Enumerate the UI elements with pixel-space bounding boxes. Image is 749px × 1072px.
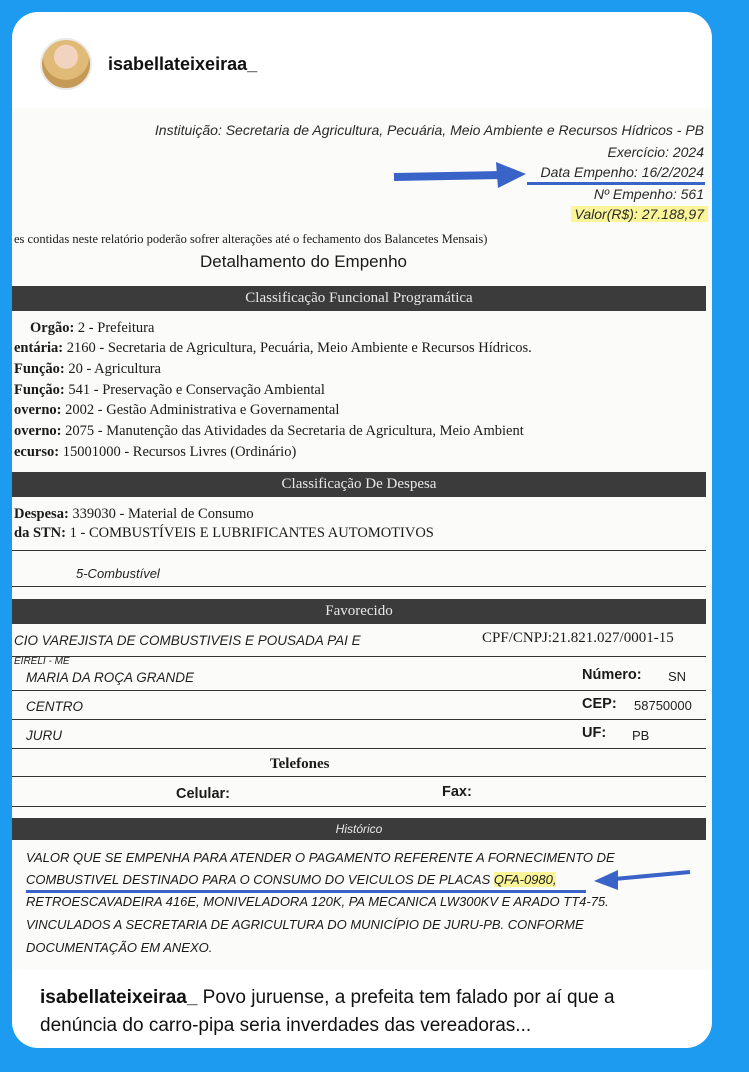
funcao-row (14, 361, 161, 378)
divider (12, 776, 706, 777)
historico-line-5: DOCUMENTAÇÃO EM ANEXO. (26, 940, 213, 955)
subitem-text: 5-Combustível (76, 566, 160, 581)
section-bar-favorecido: Favorecido (12, 599, 706, 624)
caption-text: Povo juruense, a prefeita tem falado por aí que a denúncia do carro-pipa seria inverdades das vereadoras... (40, 987, 615, 1036)
divider (12, 806, 706, 807)
num-empenho-line: Nº Empenho: 561 (593, 186, 704, 202)
historico-line-2-text: COMBUSTIVEL DESTINADO PARA O CONSUMO DO VEICULOS DE PLACAS (26, 872, 494, 887)
cep-value: 58750000 (634, 698, 692, 713)
despesa-value: 339030 - Material de Consumo (68, 506, 254, 522)
numero-label: Número: (582, 667, 642, 683)
arrow-left-icon (592, 868, 692, 892)
orgao-value: 2 - Prefeitura (74, 320, 155, 336)
placa-underline (26, 890, 586, 893)
favorecido-cnpj: CPF/CNPJ:21.821.027/0001-15 (482, 630, 674, 646)
stn-value: 1 - COMBUSTÍVEIS E LUBRIFICANTES AUTOMOTIVOS (65, 525, 434, 541)
bairro-text: CENTRO (26, 699, 83, 714)
divider (12, 656, 706, 657)
uf-value: PB (632, 728, 650, 743)
orgao-row (30, 320, 154, 337)
divider (12, 550, 706, 551)
despesa-row (14, 506, 254, 523)
stn-label: da STN: (14, 525, 66, 541)
aviso-text: es contidas neste relatório poderão sofrer alterações até o fechamento dos Balancetes Mensais) (14, 232, 488, 246)
endereco-text: MARIA DA ROÇA GRANDE (26, 670, 195, 685)
cep-label: CEP: (582, 696, 617, 712)
subfuncao-label: Função: (14, 382, 65, 398)
divider (12, 690, 706, 691)
funcao-label: Função: (14, 361, 65, 377)
cidade-text: JURU (26, 728, 62, 743)
document-image (12, 108, 712, 970)
acao-value: 2075 - Manutenção das Atividades da Secretaria de Agricultura, Meio Ambient (61, 423, 524, 439)
divider (12, 719, 706, 720)
placa-highlight: QFA-0980, (493, 872, 557, 887)
despesa-label: Despesa: (14, 506, 69, 522)
numero-value: SN (668, 669, 687, 684)
uf-label: UF: (582, 725, 607, 741)
arrow-right-icon (392, 160, 527, 190)
programa-value: 2002 - Gestão Administrativa e Governamental (61, 402, 340, 418)
stn-row (14, 525, 434, 542)
data-empenho-underline (527, 182, 705, 185)
programa-row (14, 402, 339, 419)
section-bar-despesa: Classificação De Despesa (12, 472, 706, 497)
historico-line-4: VINCULADOS A SECRETARIA DE AGRICULTURA DO MUNICÍPIO DE JURU-PB. CONFORME (26, 917, 584, 932)
post-card (12, 12, 712, 1048)
username[interactable]: isabellateixeiraa_ (108, 53, 258, 74)
subfuncao-row (14, 382, 325, 399)
avatar[interactable] (40, 38, 92, 90)
orgao-label: Orgão: (30, 320, 75, 336)
unidade-value: 2160 - Secretaria de Agricultura, Pecuária, Meio Ambiente e Recursos Hídricos. (63, 340, 532, 356)
subfuncao-value: 541 - Preservação e Conservação Ambiental (64, 382, 325, 398)
acao-label: overno: (14, 423, 62, 439)
unidade-row (14, 340, 532, 357)
section-bar-classificacao: Classificação Funcional Programática (12, 286, 706, 311)
instituicao-line: Instituição: Secretaria de Agricultura, Pecuária, Meio Ambiente e Recursos Hídricos - PB (154, 122, 704, 138)
exercicio-line: Exercício: 2024 (607, 144, 704, 160)
programa-label: overno: (14, 402, 62, 418)
caption-username[interactable]: isabellateixeiraa_ (40, 987, 198, 1008)
document-title: Detalhamento do Empenho (200, 252, 407, 271)
post-caption (40, 984, 690, 1040)
historico-line-2 (26, 872, 556, 887)
post-header (40, 38, 257, 90)
recurso-row (14, 444, 296, 461)
funcao-value: 20 - Agricultura (64, 361, 161, 377)
divider (12, 748, 706, 749)
telefones-heading: Telefones (270, 756, 330, 772)
acao-row (14, 423, 524, 440)
divider (12, 586, 706, 587)
valor-line: Valor(R$): 27.188,97 (571, 206, 708, 222)
favorecido-nome: CIO VAREJISTA DE COMBUSTIVEIS E POUSADA PAI E (14, 633, 361, 648)
unidade-label: entária: (14, 340, 64, 356)
fax-label: Fax: (442, 784, 472, 800)
favorecido-eireli: EIRELI - ME (14, 656, 70, 667)
historico-line-3: RETROESCAVADEIRA 416E, MONIVELADORA 120K, PA MECANICA LW300KV E ARADO TT4-75. (26, 894, 609, 909)
historico-line-1: VALOR QUE SE EMPENHA PARA ATENDER O PAGAMENTO REFERENTE A FORNECIMENTO DE (26, 850, 615, 865)
recurso-value: 15001000 - Recursos Livres (Ordinário) (59, 444, 297, 460)
data-empenho-line: Data Empenho: 16/2/2024 (540, 164, 704, 180)
section-bar-historico: Histórico (12, 818, 706, 840)
celular-label: Celular: (176, 786, 230, 802)
recurso-label: ecurso: (14, 444, 60, 460)
